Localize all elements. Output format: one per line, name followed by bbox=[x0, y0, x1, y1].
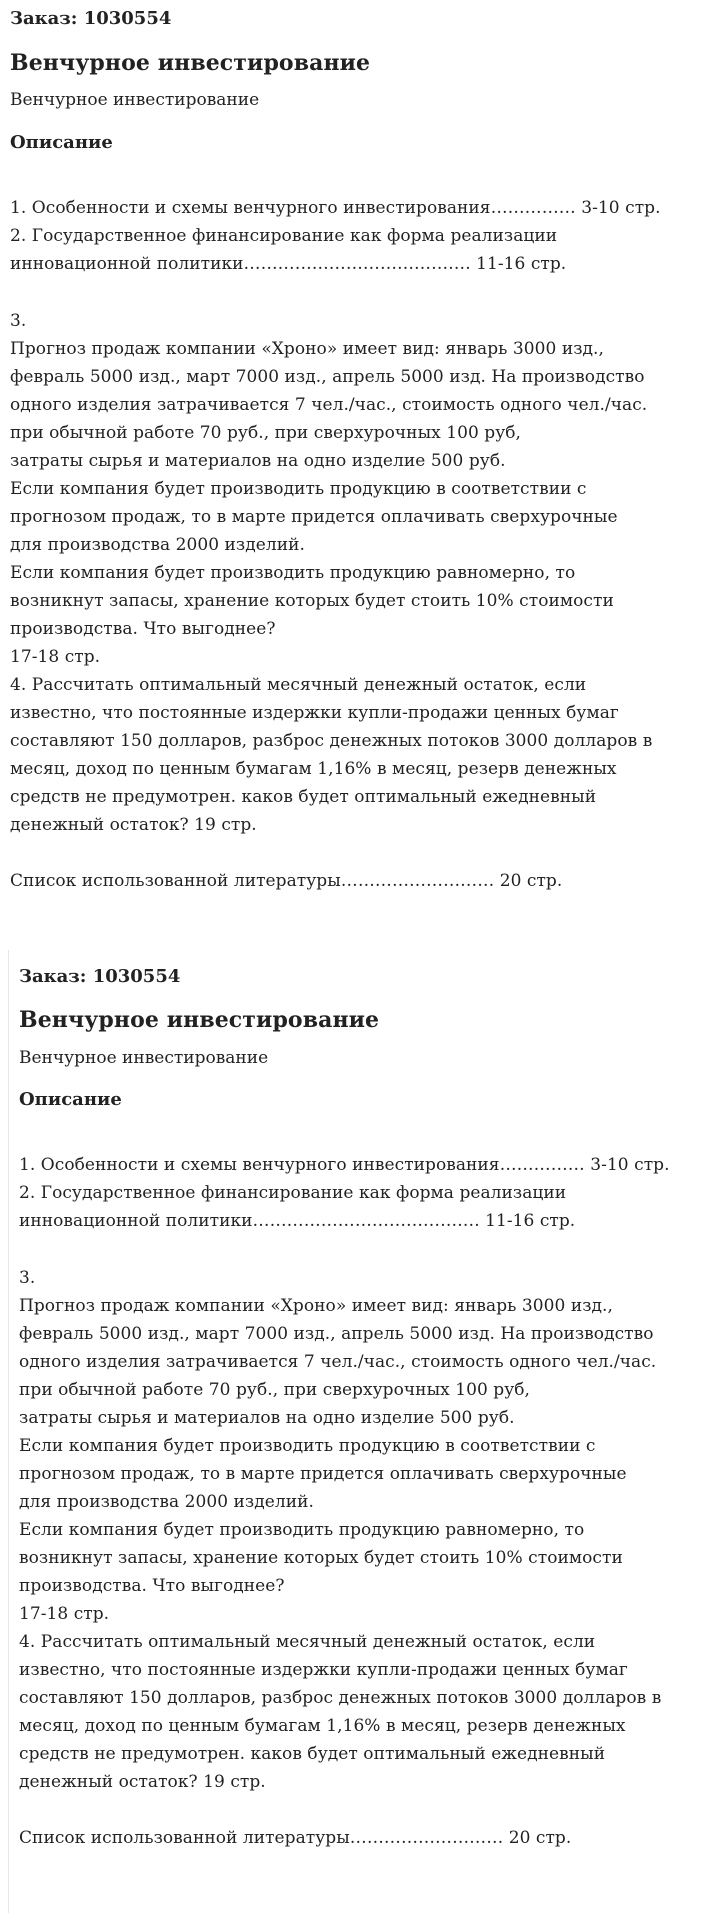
description-line: прогнозом продаж, то в марте придется оплачивать сверхурочные bbox=[19, 1464, 627, 1484]
description-line: средств не предумотрен. каков будет оптимальный ежедневный bbox=[19, 1744, 606, 1764]
description-line: 1. Особенности и схемы венчурного инвестирования…………… 3-10 стр. bbox=[19, 1155, 670, 1175]
description-line: Прогноз продаж компании «Хроно» имеет вид: январь 3000 изд., bbox=[19, 1296, 613, 1316]
description-line: 4. Рассчитать оптимальный месячный денежный остаток, если bbox=[10, 675, 587, 695]
order-number: Заказ: 1030554 bbox=[10, 8, 172, 29]
description-line: известно, что постоянные издержки купли-продажи ценных бумаг bbox=[19, 1660, 628, 1680]
description-line: 17-18 стр. bbox=[10, 647, 101, 667]
description-line: составляют 150 долларов, разброс денежных потоков 3000 долларов в bbox=[10, 731, 653, 751]
description-line: одного изделия затрачивается 7 чел./час., стоимость одного чел./час. bbox=[10, 395, 648, 415]
description-line: Список использованной литературы……………………… 20 стр. bbox=[19, 1828, 572, 1848]
product-subtitle: Венчурное инвестирование bbox=[19, 1048, 269, 1068]
description-line: известно, что постоянные издержки купли-продажи ценных бумаг bbox=[10, 703, 619, 723]
product-subtitle: Венчурное инвестирование bbox=[10, 90, 260, 110]
description-line: 17-18 стр. bbox=[19, 1604, 110, 1624]
description-line: денежный остаток? 19 стр. bbox=[19, 1772, 266, 1792]
order-description-block bbox=[8, 950, 701, 1913]
description-line: 4. Рассчитать оптимальный месячный денежный остаток, если bbox=[19, 1632, 596, 1652]
description-line: Если компания будет производить продукцию в соответствии с bbox=[10, 479, 587, 499]
description-line: составляют 150 долларов, разброс денежных потоков 3000 долларов в bbox=[19, 1688, 662, 1708]
description-line: затраты сырья и материалов на одно изделие 500 руб. bbox=[10, 451, 506, 471]
description-line: Прогноз продаж компании «Хроно» имеет вид: январь 3000 изд., bbox=[10, 339, 604, 359]
order-description-block bbox=[0, 0, 701, 910]
description-line: Список использованной литературы……………………… 20 стр. bbox=[10, 871, 563, 891]
description-line: прогнозом продаж, то в марте придется оплачивать сверхурочные bbox=[10, 507, 618, 527]
description-line: инновационной политики…………………………………. 11-16 стр. bbox=[10, 254, 567, 274]
product-title: Венчурное инвестирование bbox=[19, 1007, 380, 1033]
description-line: производства. Что выгоднее? bbox=[19, 1576, 285, 1596]
description-line: для производства 2000 изделий. bbox=[10, 535, 305, 555]
description-line: 2. Государственное финансирование как форма реализации bbox=[10, 226, 558, 246]
description-line: одного изделия затрачивается 7 чел./час., стоимость одного чел./час. bbox=[19, 1352, 657, 1372]
description-line: для производства 2000 изделий. bbox=[19, 1492, 314, 1512]
description-line: февраль 5000 изд., март 7000 изд., апрель 5000 изд. На производство bbox=[10, 367, 645, 387]
description-line: 1. Особенности и схемы венчурного инвестирования…………… 3-10 стр. bbox=[10, 198, 661, 218]
description-line: денежный остаток? 19 стр. bbox=[10, 815, 257, 835]
description-line: месяц, доход по ценным бумагам 1,16% в месяц, резерв денежных bbox=[10, 759, 617, 779]
description-line: Если компания будет производить продукцию равномерно, то bbox=[19, 1520, 585, 1540]
description-line: 3. bbox=[19, 1268, 36, 1288]
description-line: при обычной работе 70 руб., при сверхурочных 100 руб, bbox=[19, 1380, 531, 1400]
description-line: Если компания будет производить продукцию равномерно, то bbox=[10, 563, 576, 583]
description-line: при обычной работе 70 руб., при сверхурочных 100 руб, bbox=[10, 423, 522, 443]
description-heading: Описание bbox=[19, 1089, 122, 1110]
description-line: месяц, доход по ценным бумагам 1,16% в месяц, резерв денежных bbox=[19, 1716, 626, 1736]
description-line: 3. bbox=[10, 311, 27, 331]
description-line: затраты сырья и материалов на одно изделие 500 руб. bbox=[19, 1408, 515, 1428]
description-line: 2. Государственное финансирование как форма реализации bbox=[19, 1183, 567, 1203]
description-line: февраль 5000 изд., март 7000 изд., апрель 5000 изд. На производство bbox=[19, 1324, 654, 1344]
description-line: Если компания будет производить продукцию в соответствии с bbox=[19, 1436, 596, 1456]
description-line: возникнут запасы, хранение которых будет стоить 10% стоимости bbox=[19, 1548, 623, 1568]
order-number: Заказ: 1030554 bbox=[19, 966, 181, 987]
description-line: инновационной политики…………………………………. 11-16 стр. bbox=[19, 1211, 576, 1231]
description-line: средств не предумотрен. каков будет оптимальный ежедневный bbox=[10, 787, 597, 807]
product-title: Венчурное инвестирование bbox=[10, 50, 371, 76]
description-line: возникнут запасы, хранение которых будет стоить 10% стоимости bbox=[10, 591, 614, 611]
description-line: производства. Что выгоднее? bbox=[10, 619, 276, 639]
description-heading: Описание bbox=[10, 132, 113, 153]
